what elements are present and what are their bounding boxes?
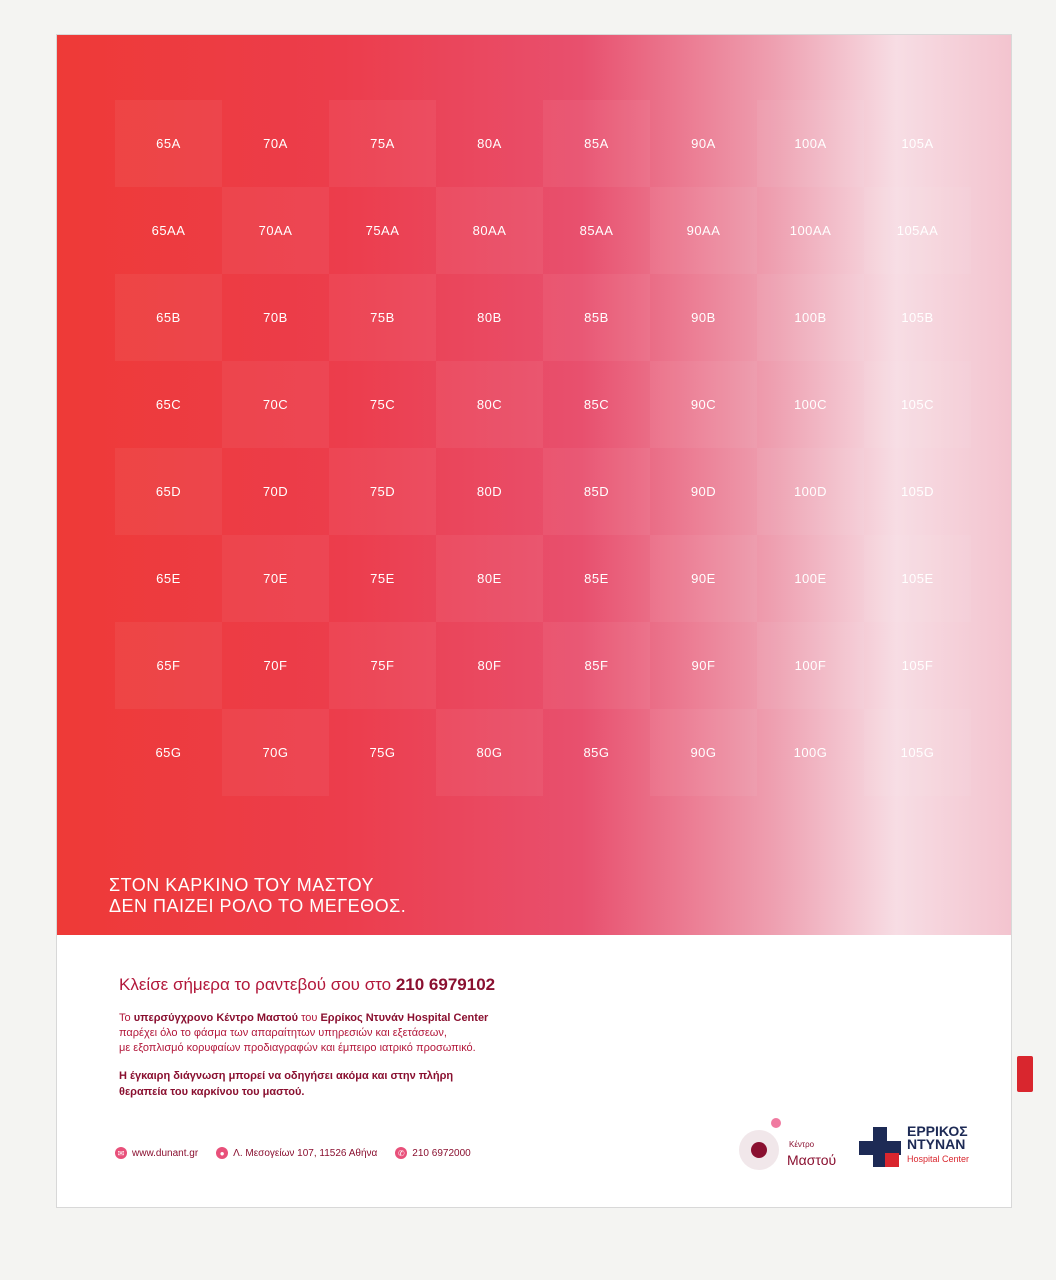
desc-highlight-2: Ερρίκος Ντυνάν Hospital Center: [320, 1012, 489, 1024]
size-label: 65A: [156, 136, 181, 151]
size-cell-80A: [436, 100, 543, 187]
size-label: 80D: [476, 484, 503, 499]
kentro-mastou-logo: [737, 1110, 847, 1190]
info-block: [119, 975, 759, 1100]
size-cell-70D: [222, 448, 329, 535]
size-label: 85G: [583, 745, 610, 760]
headline-line-2: ΔΕΝ ΠΑΙΖΕΙ ΡΟΛΟ ΤΟ ΜΕΓΕΘΟΣ.: [109, 896, 407, 916]
size-cell-70C: [222, 361, 329, 448]
size-cell-80F: [436, 622, 543, 709]
size-label: 80C: [476, 397, 503, 412]
size-label: 65E: [156, 571, 181, 586]
size-label: 85A: [584, 136, 609, 151]
size-cell-90E: [650, 535, 757, 622]
size-cell-80G: [436, 709, 543, 796]
size-cell-65AA: [115, 187, 222, 274]
size-cell-105B: [864, 274, 971, 361]
size-cell-65C: [115, 361, 222, 448]
size-cell-105G: [864, 709, 971, 796]
size-cell-85B: [543, 274, 650, 361]
size-label: 65B: [156, 310, 181, 325]
size-label: 100E: [794, 571, 827, 586]
size-cell-90G: [650, 709, 757, 796]
size-cell-90C: [650, 361, 757, 448]
size-label: 75E: [370, 571, 395, 586]
size-label: 80F: [477, 658, 502, 673]
size-label: 70AA: [258, 223, 293, 238]
contact-bar: [115, 1147, 471, 1159]
emphasis-line-1: Η έγκαιρη διάγνωση μπορεί να οδηγήσει ακόμα και στην πλήρη: [119, 1070, 454, 1082]
size-cell-105D: [864, 448, 971, 535]
size-label: 75B: [370, 310, 395, 325]
headline-line-1: ΣΤΟΝ ΚΑΡΚΙΝΟ ΤΟΥ ΜΑΣΤΟΥ: [109, 875, 374, 895]
size-cell-80D: [436, 448, 543, 535]
emphasis: [119, 1068, 759, 1100]
size-cell-65D: [115, 448, 222, 535]
desc-mid: του: [298, 1012, 321, 1024]
logo-small-text: Κέντρο: [789, 1140, 815, 1149]
size-cell-75E: [329, 535, 436, 622]
size-cell-75D: [329, 448, 436, 535]
size-label: 105D: [900, 484, 935, 499]
size-label: 75AA: [365, 223, 400, 238]
size-cell-85E: [543, 535, 650, 622]
size-cell-90A: [650, 100, 757, 187]
size-cell-90F: [650, 622, 757, 709]
size-label: 80B: [477, 310, 502, 325]
logo-pink-dot: [771, 1118, 781, 1128]
desc-highlight-1: υπερσύγχρονο Κέντρο Μαστού: [133, 1012, 299, 1024]
size-label: 85AA: [579, 223, 614, 238]
size-label: 100A: [794, 136, 827, 151]
emphasis-line-2: θεραπεία του καρκίνου του μαστού.: [119, 1086, 305, 1098]
size-cell-85F: [543, 622, 650, 709]
size-cell-100A: [757, 100, 864, 187]
size-cell-70E: [222, 535, 329, 622]
address-text: Λ. Μεσογείων 107, 11526 Αθήνα: [233, 1147, 378, 1159]
size-label: 70C: [262, 397, 289, 412]
hospital-name-line-2: ΝΤΥΝΑΝ: [907, 1136, 966, 1152]
phone-icon: ✆: [395, 1147, 407, 1159]
size-label: 75D: [369, 484, 396, 499]
website-link[interactable]: [115, 1147, 198, 1159]
size-label: 100C: [793, 397, 828, 412]
size-label: 90F: [691, 658, 716, 673]
size-label: 90E: [691, 571, 716, 586]
size-label: 105AA: [896, 223, 939, 238]
size-cell-75F: [329, 622, 436, 709]
cross-red-accent: [885, 1153, 899, 1167]
size-cell-100B: [757, 274, 864, 361]
size-cell-100C: [757, 361, 864, 448]
size-cell-65E: [115, 535, 222, 622]
size-label: 75F: [370, 658, 395, 673]
size-label: 70E: [263, 571, 288, 586]
size-cell-65A: [115, 100, 222, 187]
desc-line-2: παρέχει όλο το φάσμα των απαραίτητων υπηρεσιών και εξετάσεων,: [119, 1027, 447, 1039]
phone-link[interactable]: [395, 1147, 470, 1159]
size-cell-100D: [757, 448, 864, 535]
size-label: 90A: [691, 136, 716, 151]
size-label: 65C: [155, 397, 182, 412]
headline: [109, 875, 406, 917]
hospital-logo: [857, 1125, 997, 1175]
size-label: 100F: [794, 658, 827, 673]
size-cell-85AA: [543, 187, 650, 274]
cta-text: Κλείσε σήμερα το ραντεβού σου στο: [119, 975, 396, 994]
size-label: 105E: [901, 571, 934, 586]
logo-dot: [751, 1142, 767, 1158]
size-cell-85C: [543, 361, 650, 448]
address: [216, 1147, 377, 1159]
size-cell-100F: [757, 622, 864, 709]
size-cell-105E: [864, 535, 971, 622]
hospital-name: [907, 1125, 968, 1151]
size-cell-70B: [222, 274, 329, 361]
size-label: 105C: [900, 397, 935, 412]
size-cell-105A: [864, 100, 971, 187]
size-label: 65G: [155, 745, 182, 760]
size-cell-65F: [115, 622, 222, 709]
logo-word: Μαστού: [787, 1152, 837, 1168]
website-text: www.dunant.gr: [132, 1147, 199, 1159]
description: [119, 1011, 759, 1056]
size-label: 90D: [690, 484, 717, 499]
size-cell-100AA: [757, 187, 864, 274]
size-label: 105B: [901, 310, 934, 325]
size-cell-100G: [757, 709, 864, 796]
size-label: 70A: [263, 136, 288, 151]
advertisement-page: [56, 34, 1012, 1208]
page-edge-tab: [1017, 1056, 1033, 1092]
size-label: 80E: [477, 571, 502, 586]
size-label: 70B: [263, 310, 288, 325]
size-label: 90C: [690, 397, 717, 412]
size-label: 90B: [691, 310, 716, 325]
cta-phone[interactable]: 210 6979102: [395, 975, 496, 994]
size-cell-80B: [436, 274, 543, 361]
size-cell-85D: [543, 448, 650, 535]
size-label: 100D: [793, 484, 828, 499]
size-label: 85D: [583, 484, 610, 499]
mail-icon: ✉: [115, 1147, 127, 1159]
desc-prefix: Το: [119, 1012, 134, 1024]
size-label: 105A: [901, 136, 934, 151]
size-label: 70G: [262, 745, 289, 760]
size-cell-70G: [222, 709, 329, 796]
size-label: 80G: [476, 745, 503, 760]
size-cell-75C: [329, 361, 436, 448]
bra-size-grid: [57, 35, 1011, 935]
size-label: 80AA: [472, 223, 507, 238]
size-label: 75A: [370, 136, 395, 151]
size-label: 65AA: [151, 223, 186, 238]
size-cell-80C: [436, 361, 543, 448]
size-label: 85F: [584, 658, 609, 673]
size-cell-70AA: [222, 187, 329, 274]
size-label: 70D: [262, 484, 289, 499]
size-label: 85B: [584, 310, 609, 325]
size-label: 65F: [156, 658, 181, 673]
size-label: 80A: [477, 136, 502, 151]
size-cell-105C: [864, 361, 971, 448]
location-pin-icon: ●: [216, 1147, 228, 1159]
size-label: 105G: [900, 745, 935, 760]
desc-line-3: με εξοπλισμό κορυφαίων προδιαγραφών και έμπειρο ιατρικό προσωπικό.: [119, 1042, 476, 1054]
size-label: 85E: [584, 571, 609, 586]
size-cell-100E: [757, 535, 864, 622]
size-label: 75G: [369, 745, 396, 760]
size-cell-70A: [222, 100, 329, 187]
size-cell-85G: [543, 709, 650, 796]
size-label: 85C: [583, 397, 610, 412]
hospital-name-line-1: ΕΡΡΙΚΟΣ: [907, 1123, 968, 1139]
size-cell-75G: [329, 709, 436, 796]
phone-text: 210 6972000: [412, 1147, 471, 1159]
size-label: 100G: [793, 745, 828, 760]
size-label: 70F: [263, 658, 288, 673]
size-cell-75B: [329, 274, 436, 361]
appointment-cta: [119, 975, 759, 995]
hospital-subtitle: Hospital Center: [907, 1154, 970, 1164]
size-cell-90B: [650, 274, 757, 361]
size-cell-80E: [436, 535, 543, 622]
size-cell-75A: [329, 100, 436, 187]
size-cell-65B: [115, 274, 222, 361]
size-label: 105F: [901, 658, 934, 673]
size-cell-70F: [222, 622, 329, 709]
size-label: 90AA: [686, 223, 721, 238]
size-label: 100B: [794, 310, 827, 325]
size-label: 100AA: [789, 223, 832, 238]
size-cell-75AA: [329, 187, 436, 274]
size-cell-80AA: [436, 187, 543, 274]
size-cell-105AA: [864, 187, 971, 274]
size-cell-65G: [115, 709, 222, 796]
size-cell-90D: [650, 448, 757, 535]
size-cell-90AA: [650, 187, 757, 274]
size-label: 75C: [369, 397, 396, 412]
size-cell-85A: [543, 100, 650, 187]
size-cell-105F: [864, 622, 971, 709]
size-label: 90G: [690, 745, 717, 760]
size-label: 65D: [155, 484, 182, 499]
